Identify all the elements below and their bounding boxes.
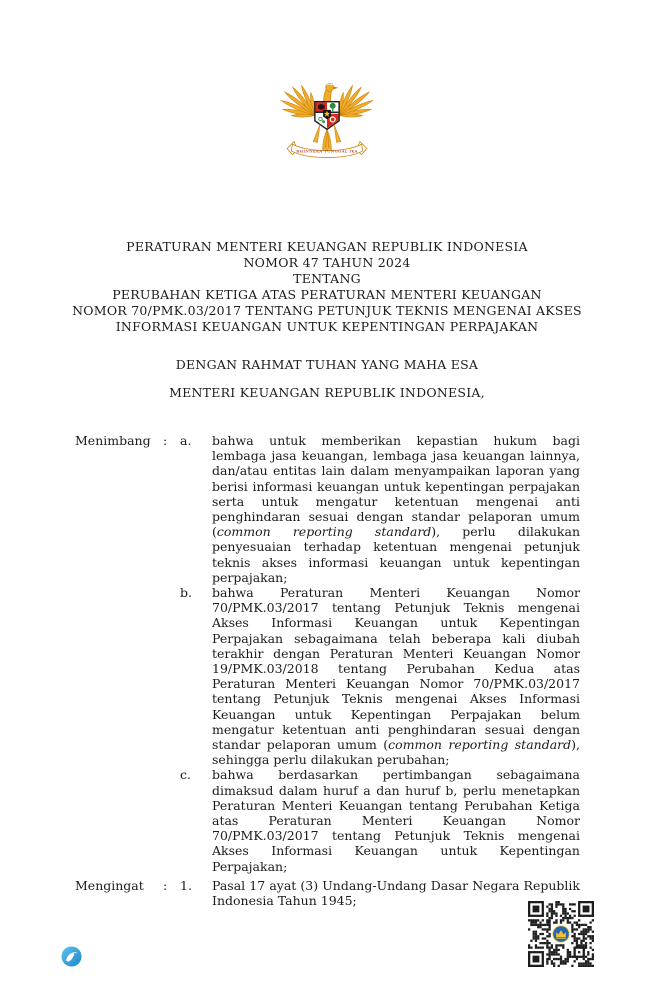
menimbang-item-c [180, 767, 580, 873]
menimbang-item-b [180, 585, 580, 767]
mengingat-section [75, 878, 580, 908]
mengingat-colon: : [163, 878, 168, 893]
item-text-run: bahwa untuk memberikan kepastian hukum bagi lembaga jasa keuangan, lembaga jasa keuangan lainnya, dan/atau entitas lain dalam menyampaikan laporan yang berisi informasi keuangan untuk kepentingan perpajakan serta untuk mengatur ketentuan mengenai anti penghindaran sesuai dengan standar pelaporan umum ( [212, 433, 580, 540]
authority-line: MENTERI KEUANGAN REPUBLIK INDONESIA, [169, 385, 485, 400]
item-text [212, 433, 580, 585]
item-marker: b. [180, 585, 192, 601]
viewer-bubble-icon [61, 946, 82, 967]
motto-text: BHINNEKA TUNGGAL IKA [296, 148, 358, 154]
kemenkeu-logo-icon [551, 924, 571, 944]
title-line-6: INFORMASI KEUANGAN UNTUK KEPENTINGAN PERPAJAKAN [115, 319, 539, 334]
garuda-pancasila-emblem [275, 68, 379, 170]
title-line-1: PERATURAN MENTERI KEUANGAN REPUBLIK INDONESIA [126, 239, 528, 254]
item-text [212, 878, 580, 908]
item-text-run: ), sehingga perlu dilakukan perubahan; [212, 737, 580, 768]
menimbang-item-a [180, 433, 580, 585]
item-marker: a. [180, 433, 192, 448]
item-text [212, 585, 580, 767]
item-text-italic: common reporting standard [388, 737, 572, 753]
mengingat-label: Mengingat [75, 878, 144, 893]
title-line-5: NOMOR 70/PMK.03/2017 TENTANG PETUNJUK TEKNIS MENGENAI AKSES [72, 303, 582, 318]
item-text-italic: common reporting standard [216, 524, 432, 540]
menimbang-section [75, 433, 580, 874]
item-text [212, 767, 580, 873]
item-text-run: ), perlu dilakukan penyesuaian terhadap ketentuan mengenai petunjuk teknis akses informasi keuangan untuk kepentingan perpajakan; [212, 524, 580, 585]
menimbang-label: Menimbang [75, 433, 151, 448]
document-title [40, 239, 614, 335]
item-text-run: bahwa Peraturan Menteri Keuangan Nomor 70/PMK.03/2017 tentang Petunjuk Teknis mengenai Akses Informasi Keuangan untuk Kepentingan Perpajakan sebagaimana telah beberapa kali diubah terakhir dengan Peraturan Menteri Keuangan Nomor 19/PMK.03/2018 tentang Perubahan Kedua atas Peraturan Menteri Keuangan Nomor 70/PMK.03/2017 tentang Petunjuk Teknis mengenai Akses Informasi Keuangan untuk Kepentingan Perpajakan belum mengatur ketentuan anti penghindaran sesuai dengan standar pelaporan umum ( [212, 585, 580, 753]
menimbang-colon: : [163, 433, 168, 448]
garuda-icon [275, 68, 379, 170]
qr-code [528, 901, 594, 967]
title-line-3: TENTANG [293, 271, 361, 286]
item-text-run: Pasal 17 ayat (3) Undang-Undang Dasar Negara Republik Indonesia Tahun 1945; [212, 878, 580, 909]
item-marker: 1. [180, 878, 192, 893]
title-line-2: NOMOR 47 TAHUN 2024 [243, 255, 411, 270]
item-marker: c. [180, 767, 191, 783]
invocation-line: DENGAN RAHMAT TUHAN YANG MAHA ESA [175, 357, 479, 372]
viewer-bubble-button[interactable] [61, 946, 82, 967]
mengingat-item-1 [180, 878, 580, 908]
item-text-run: bahwa berdasarkan pertimbangan sebagaimana dimaksud dalam huruf a dan huruf b, perlu menetapkan Peraturan Menteri Keuangan tentang Perubahan Ketiga atas Peraturan Menteri Keuangan Nomor 70/PMK.03/2017 tentang Petunjuk Teknis mengenai Akses Informasi Keuangan untuk Kepentingan Perpajakan; [212, 767, 580, 874]
title-line-4: PERUBAHAN KETIGA ATAS PERATURAN MENTERI KEUANGAN [112, 287, 542, 302]
